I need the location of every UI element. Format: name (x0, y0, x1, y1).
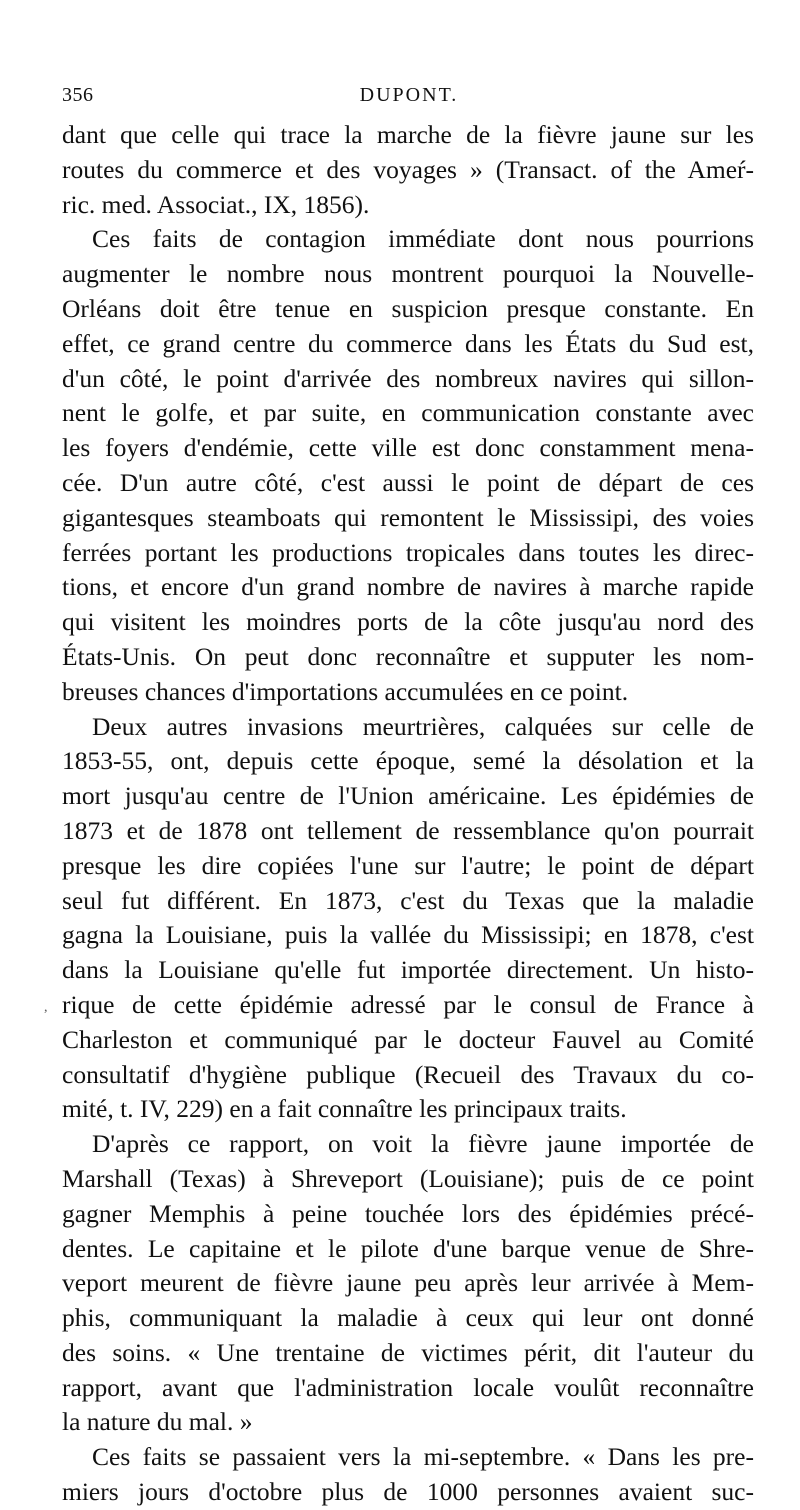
text-line: 1873 et de 1878 ont tellement de ressemblance qu'on pourrait (62, 815, 754, 845)
text-line: routes du commerce et des voyages » (Transact. of the Ameŕ- (62, 154, 754, 184)
text-line: Deux autres invasions meurtrières, calquées sur celle de (92, 711, 754, 741)
text-line: mité, t. IV, 229) en a fait connaître les principaux traits. (62, 1094, 627, 1124)
text-line: Orléans doit être tenue en suspicion presque constante. En (62, 293, 754, 323)
text-line: presque les dire copiées l'une sur l'autre; le point de départ (62, 850, 754, 880)
text-line: Marshall (Texas) à Shreveport (Louisiane); puis de ce point (62, 1163, 754, 1193)
text-line: breuses chances d'importations accumulées en ce point. (62, 676, 629, 706)
text-line: gagner Memphis à peine touchée lors des épidémies précé- (62, 1198, 754, 1228)
text-line: nent le golfe, et par suite, en communication constante avec (62, 398, 754, 428)
text-line: rique de cette épidémie adressé par le consul de France à (62, 989, 754, 1019)
text-line: Ces faits se passaient vers la mi-septembre. « Dans les pre- (92, 1442, 754, 1472)
text-line: qui visitent les moindres ports de la côte jusqu'au nord des (62, 607, 754, 637)
text-line: miers jours d'octobre plus de 1000 personnes avaient suc- (62, 1477, 754, 1507)
text-line: gigantesques steamboats qui remontent le Mississipi, des voies (62, 502, 754, 532)
text-line: rapport, avant que l'administration locale voulût reconnaître (62, 1372, 754, 1402)
page-header (62, 84, 756, 114)
text-line: dant que celle qui trace la marche de la fièvre jaune sur les (62, 120, 754, 149)
margin-mark: , (44, 1000, 48, 1015)
text-line: ferrées portant les productions tropicales dans toutes les direc- (62, 537, 754, 567)
text-line: dentes. Le capitaine et le pilote d'une barque venue de Shre- (62, 1233, 754, 1263)
text-line: seul fut différent. En 1873, c'est du Texas que la maladie (62, 885, 754, 915)
text-line: des soins. « Une trentaine de victimes périt, dit l'auteur du (62, 1337, 754, 1367)
running-head: DUPONT. (359, 84, 459, 106)
text-line: la nature du mal. » (62, 1407, 253, 1437)
text-line: effet, ce grand centre du commerce dans les États du Sud est, (62, 328, 754, 358)
text-line: les foyers d'endémie, cette ville est donc constamment mena- (62, 433, 754, 463)
text-line: Ces faits de contagion immédiate dont nous pourrions (92, 224, 754, 254)
page-number: 356 (62, 84, 94, 106)
text-line: dans la Louisiane qu'elle fut importée directement. Un histo- (62, 955, 754, 985)
text-line: augmenter le nombre nous montrent pourquoi la Nouvelle- (62, 259, 754, 289)
text-line: d'un côté, le point d'arrivée des nombreux navires qui sillon- (62, 363, 754, 393)
text-line: États-Unis. On peut donc reconnaître et supputer les nom- (62, 641, 754, 671)
text-line: ric. med. Associat., IX, 1856). (62, 189, 370, 219)
text-line: phis, communiquant la maladie à ceux qui leur ont donné (62, 1303, 754, 1333)
text-line: D'après ce rapport, on voit la fièvre jaune importée de (92, 1129, 754, 1159)
text-line: gagna la Louisiane, puis la vallée du Mississipi; en 1878, c'est (62, 920, 754, 950)
text-line: cée. D'un autre côté, c'est aussi le point de départ de ces (62, 467, 754, 497)
text-line: Charleston et communiqué par le docteur Fauvel au Comité (62, 1024, 754, 1054)
text-line: consultatif d'hygiène publique (Recueil des Travaux du co- (62, 1059, 754, 1089)
text-line: mort jusqu'au centre de l'Union américaine. Les épidémies de (62, 781, 754, 811)
text-line: veport meurent de fièvre jaune peu après leur arrivée à Mem- (62, 1268, 754, 1298)
text-line: tions, et encore d'un grand nombre de navires à marche rapide (62, 572, 754, 602)
text-line: 1853-55, ont, depuis cette époque, semé la désolation et la (62, 746, 754, 776)
body-text (62, 118, 754, 1510)
